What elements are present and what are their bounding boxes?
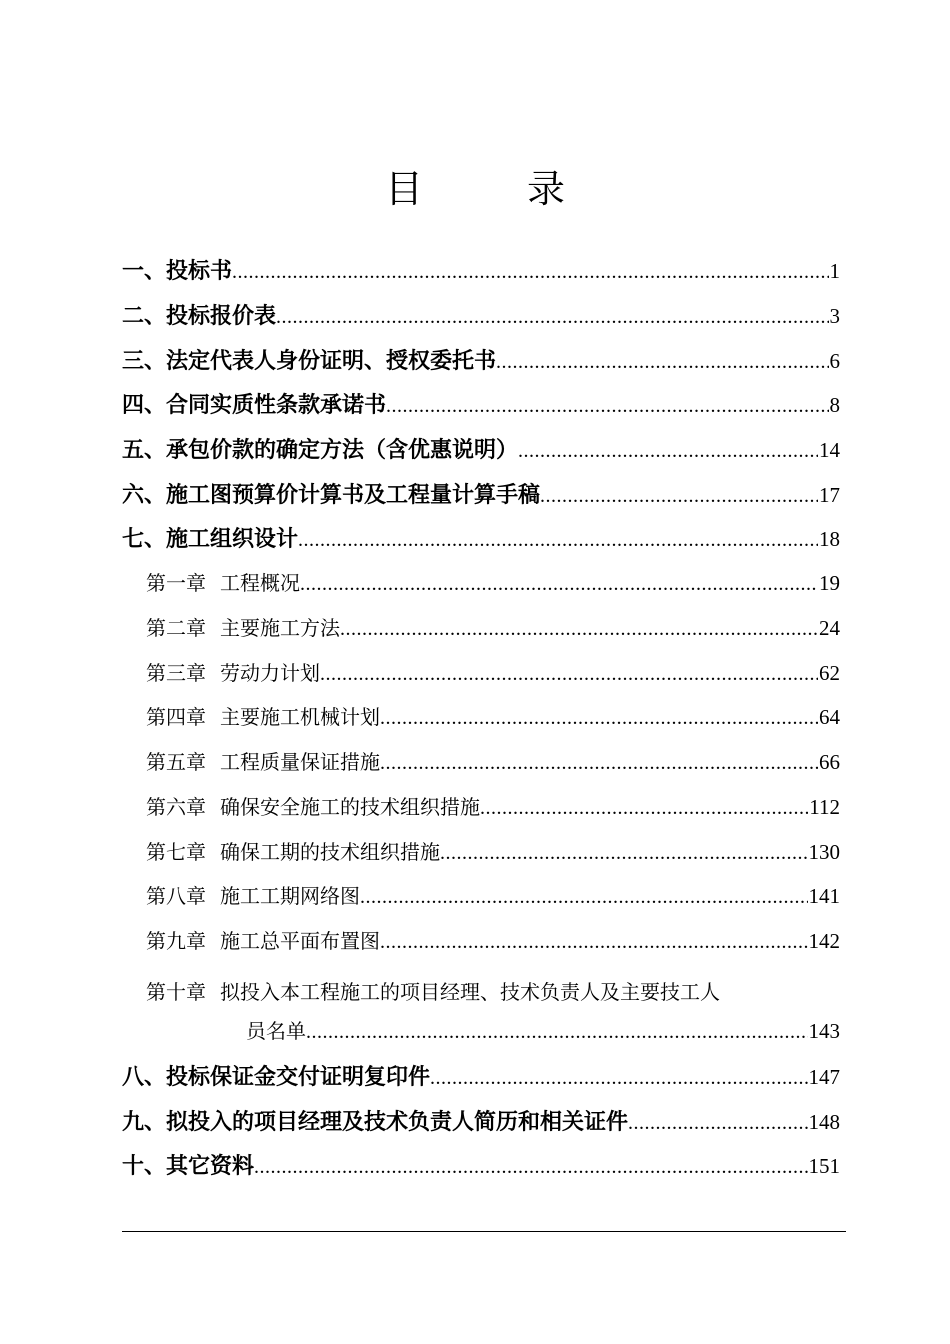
toc-chapter-4[interactable] bbox=[146, 701, 840, 745]
toc-entry-page: 17 bbox=[819, 483, 840, 507]
leader-dots bbox=[540, 485, 818, 508]
chapter-title: 主要施工机械计划 bbox=[220, 705, 380, 729]
chapter-number: 第十章 bbox=[146, 980, 206, 1004]
leader-dots bbox=[496, 351, 828, 374]
toc-entry-page: 62 bbox=[819, 661, 840, 685]
chapter-number: 第八章 bbox=[146, 884, 206, 908]
toc-entry-page: 6 bbox=[829, 349, 840, 373]
toc-entry-label: 九、拟投入的项目经理及技术负责人简历和相关证件 bbox=[122, 1109, 629, 1135]
toc-entry-9[interactable] bbox=[122, 1105, 840, 1149]
toc-entry-4[interactable] bbox=[122, 388, 840, 432]
leader-dots bbox=[380, 931, 808, 954]
toc-entry-page: 151 bbox=[808, 1154, 840, 1178]
chapter-number: 第二章 bbox=[146, 616, 206, 640]
toc-entry-page: 142 bbox=[808, 929, 840, 953]
toc-entry-page: 18 bbox=[819, 527, 840, 551]
toc-entry-page: 141 bbox=[808, 884, 840, 908]
toc-entry-page: 19 bbox=[819, 571, 840, 595]
toc-entry-page: 148 bbox=[808, 1110, 840, 1134]
toc-entry-page: 143 bbox=[808, 1019, 840, 1043]
toc-entry-page: 1 bbox=[829, 259, 840, 283]
toc-entry-label: 二、投标报价表 bbox=[122, 303, 277, 329]
toc-chapter-1[interactable] bbox=[146, 567, 840, 611]
leader-dots bbox=[386, 395, 828, 418]
toc-entry-label: 六、施工图预算价计算书及工程量计算手稿 bbox=[122, 482, 541, 508]
chapter-title: 拟投入本工程施工的项目经理、技术负责人及主要技工人 bbox=[220, 980, 720, 1004]
chapter-title: 主要施工方法 bbox=[220, 616, 340, 640]
chapter-title: 劳动力计划 bbox=[220, 661, 320, 685]
toc-entry-label: 三、法定代表人身份证明、授权委托书 bbox=[122, 348, 497, 374]
toc-entry-label: 四、合同实质性条款承诺书 bbox=[122, 392, 387, 418]
leader-dots bbox=[276, 306, 828, 329]
toc-chapter-8[interactable] bbox=[146, 880, 840, 924]
leader-dots bbox=[518, 440, 818, 463]
toc-entry-page: 64 bbox=[819, 705, 840, 729]
toc-chapter-7[interactable] bbox=[146, 836, 840, 880]
toc-entry-label: 七、施工组织设计 bbox=[122, 526, 299, 552]
toc-entry-page: 112 bbox=[809, 795, 840, 819]
chapter-number: 第三章 bbox=[146, 661, 206, 685]
toc-entry-page: 24 bbox=[819, 616, 840, 640]
toc-entry-page: 130 bbox=[808, 840, 840, 864]
toc-entry-label: 十、其它资料 bbox=[122, 1153, 255, 1179]
toc-entry-label: 八、投标保证金交付证明复印件 bbox=[122, 1064, 431, 1090]
toc-entry-page: 66 bbox=[819, 750, 840, 774]
leader-dots bbox=[232, 261, 828, 284]
toc-chapter-10[interactable] bbox=[146, 976, 846, 1005]
chapter-title: 确保安全施工的技术组织措施 bbox=[220, 795, 480, 819]
chapter-title: 工程质量保证措施 bbox=[220, 750, 380, 774]
leader-dots bbox=[360, 886, 808, 909]
toc-entry-7[interactable] bbox=[122, 522, 840, 566]
toc-chapter-2[interactable] bbox=[146, 612, 840, 656]
toc-entry-label: 一、投标书 bbox=[122, 258, 233, 284]
leader-dots bbox=[440, 842, 808, 865]
leader-dots bbox=[628, 1112, 807, 1135]
toc-entry-8[interactable] bbox=[122, 1060, 840, 1104]
leader-dots bbox=[340, 618, 818, 641]
toc-entry-page: 14 bbox=[819, 438, 840, 462]
footer-divider bbox=[122, 1231, 846, 1232]
toc-entry-5[interactable] bbox=[122, 433, 840, 477]
chapter-title: 工程概况 bbox=[220, 571, 300, 595]
chapter-number: 第九章 bbox=[146, 929, 206, 953]
toc-chapter-6[interactable] bbox=[146, 791, 840, 835]
leader-dots bbox=[298, 529, 818, 552]
toc-entry-1[interactable] bbox=[122, 254, 840, 298]
leader-dots bbox=[300, 573, 818, 596]
toc-chapter-9[interactable] bbox=[146, 925, 840, 969]
leader-dots bbox=[480, 797, 808, 820]
chapter-number: 第七章 bbox=[146, 840, 206, 864]
chapter-title: 施工工期网络图 bbox=[220, 884, 360, 908]
chapter-title-continued: 员名单 bbox=[246, 1019, 306, 1043]
toc-entry-2[interactable] bbox=[122, 299, 840, 343]
chapter-title: 确保工期的技术组织措施 bbox=[220, 840, 440, 864]
chapter-number: 第一章 bbox=[146, 571, 206, 595]
leader-dots bbox=[306, 1021, 808, 1044]
chapter-number: 第六章 bbox=[146, 795, 206, 819]
toc-entry-6[interactable] bbox=[122, 478, 840, 522]
leader-dots bbox=[254, 1156, 807, 1179]
chapter-number: 第四章 bbox=[146, 705, 206, 729]
toc-chapter-3[interactable] bbox=[146, 657, 840, 701]
document-title: 目 录 bbox=[384, 167, 612, 211]
toc-entry-page: 8 bbox=[829, 393, 840, 417]
toc-entry-label: 五、承包价款的确定方法（含优惠说明） bbox=[122, 437, 519, 463]
leader-dots bbox=[320, 663, 818, 686]
leader-dots bbox=[380, 707, 818, 730]
chapter-number: 第五章 bbox=[146, 750, 206, 774]
toc-chapter-5[interactable] bbox=[146, 746, 840, 790]
chapter-title: 施工总平面布置图 bbox=[220, 929, 380, 953]
toc-entry-10[interactable] bbox=[122, 1149, 840, 1193]
leader-dots bbox=[380, 752, 818, 775]
toc-entry-page: 147 bbox=[808, 1065, 840, 1089]
toc-entry-3[interactable] bbox=[122, 344, 840, 388]
toc-chapter-10-continued[interactable] bbox=[246, 1015, 840, 1059]
toc-entry-page: 3 bbox=[829, 304, 840, 328]
leader-dots bbox=[430, 1067, 807, 1090]
